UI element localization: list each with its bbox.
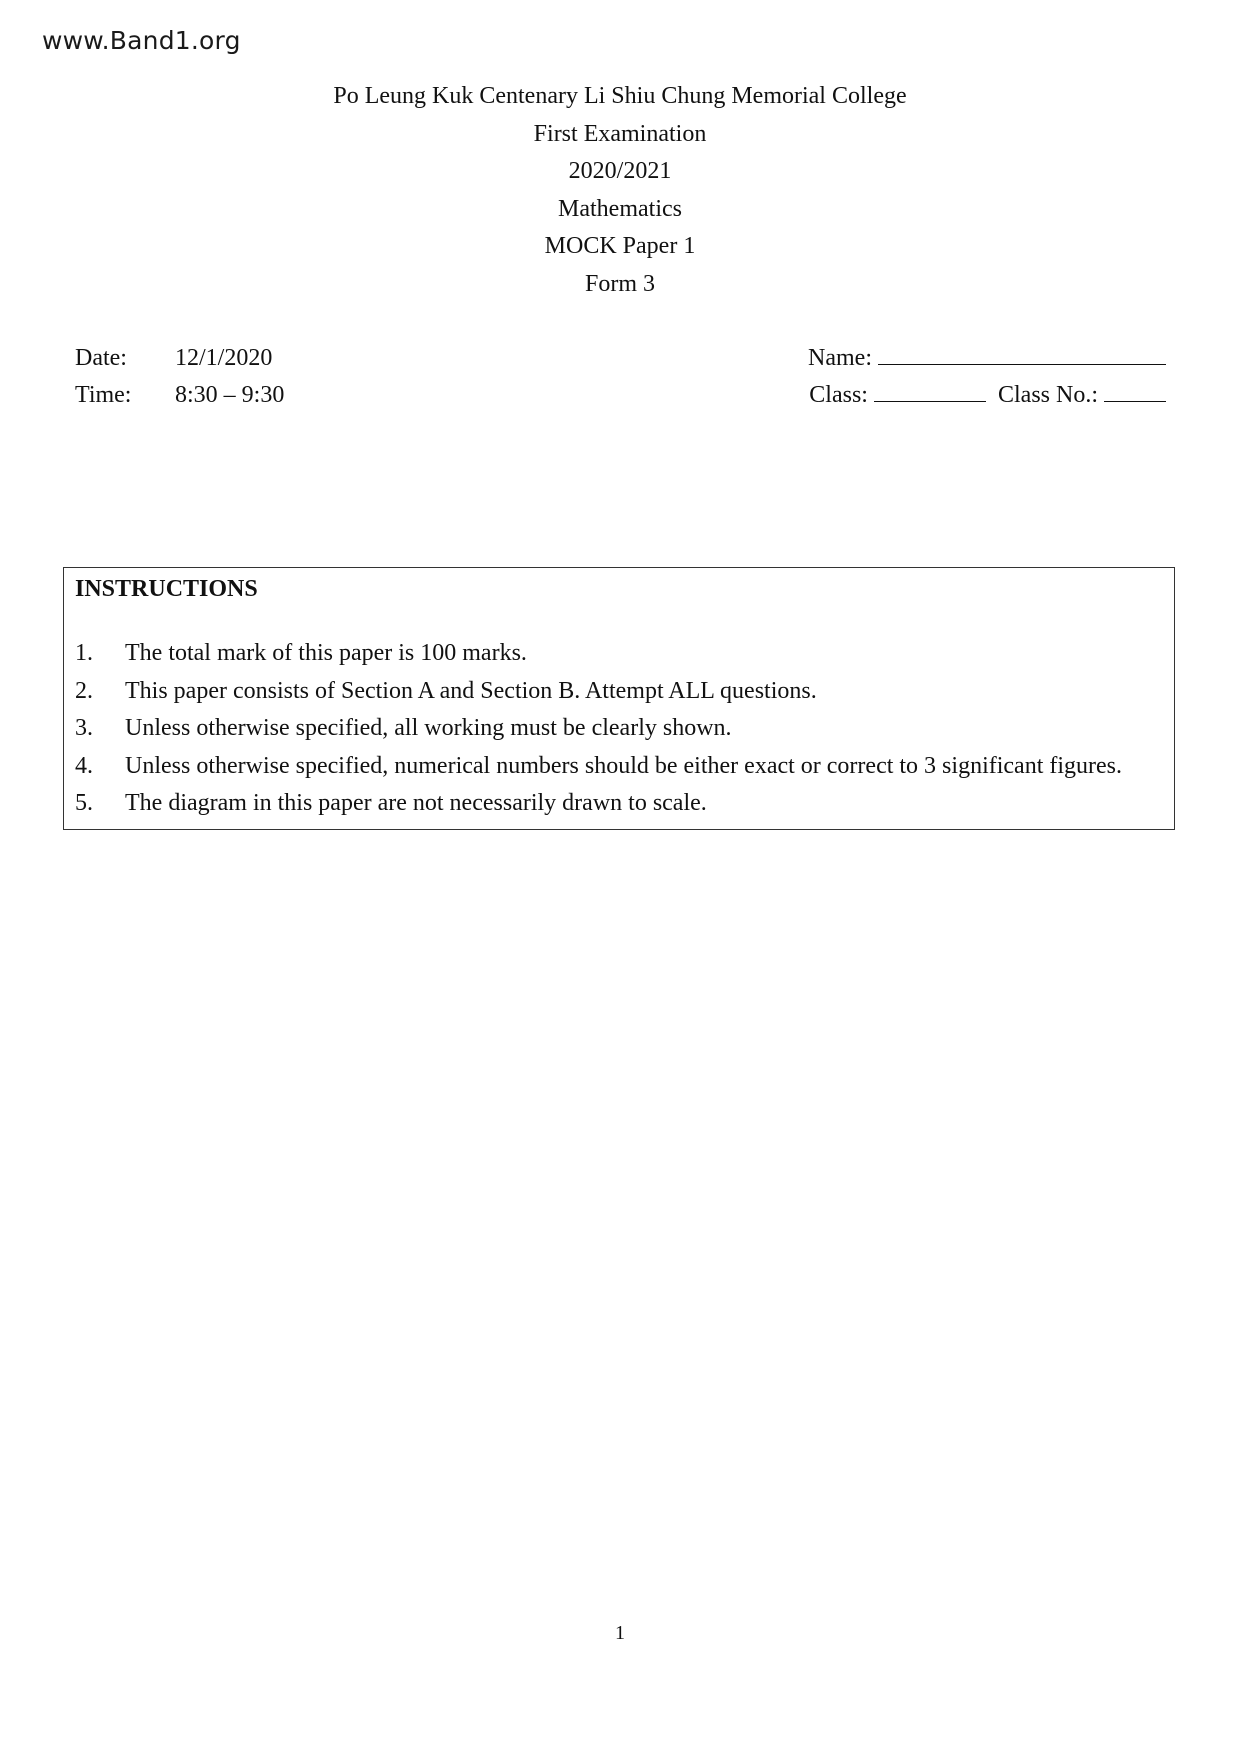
form-level: Form 3 bbox=[584, 270, 655, 297]
date-label: Date: bbox=[75, 345, 127, 371]
instruction-number: 2. bbox=[75, 677, 93, 704]
instruction-item bbox=[75, 635, 1174, 673]
school-name: Po Leung Kuk Centenary Li Shiu Chung Memorial College bbox=[333, 83, 907, 109]
school-year: 2020/2021 bbox=[568, 158, 672, 184]
exam-header bbox=[0, 78, 1240, 303]
name-label: Name: bbox=[808, 345, 872, 371]
instruction-text: The total mark of this paper is 100 marks. bbox=[125, 640, 527, 666]
time-row bbox=[75, 377, 284, 414]
instruction-number: 3. bbox=[75, 715, 93, 741]
instruction-text: Unless otherwise specified, all working must be clearly shown. bbox=[125, 715, 732, 741]
class-label: Class: bbox=[809, 382, 868, 408]
class-no-label: Class No.: bbox=[997, 382, 1098, 408]
time-value: 8:30 – 9:30 bbox=[175, 382, 285, 408]
instruction-number: 5. bbox=[75, 790, 93, 816]
instructions-list bbox=[75, 635, 1174, 823]
date-row bbox=[75, 340, 284, 377]
instruction-text: This paper consists of Section A and Section B. Attempt ALL questions. bbox=[125, 677, 817, 704]
instruction-text: Unless otherwise specified, numerical numbers should be either exact or correct to 3 significant figures. bbox=[125, 752, 1123, 779]
class-blank[interactable] bbox=[874, 381, 986, 402]
instructions-title: INSTRUCTIONS bbox=[75, 576, 258, 602]
watermark-text: www.Band1.org bbox=[42, 26, 241, 55]
instructions-box bbox=[63, 567, 1175, 830]
class-no-blank[interactable] bbox=[1104, 381, 1166, 402]
date-value: 12/1/2020 bbox=[175, 345, 273, 371]
instruction-item bbox=[75, 785, 1174, 823]
instruction-item bbox=[75, 710, 1174, 748]
student-info bbox=[808, 340, 1166, 414]
exam-schedule bbox=[75, 340, 284, 414]
name-blank[interactable] bbox=[878, 344, 1166, 365]
page-number: 1 bbox=[615, 1622, 625, 1644]
instruction-number: 1. bbox=[75, 640, 93, 666]
time-label: Time: bbox=[75, 382, 132, 408]
paper-name: MOCK Paper 1 bbox=[544, 233, 696, 259]
exam-name: First Examination bbox=[533, 120, 707, 147]
name-row bbox=[808, 340, 1166, 377]
class-row bbox=[808, 377, 1166, 414]
instruction-item bbox=[75, 673, 1174, 711]
instruction-number: 4. bbox=[75, 752, 93, 779]
instruction-text: The diagram in this paper are not necessarily drawn to scale. bbox=[125, 790, 707, 816]
subject-name: Mathematics bbox=[558, 195, 682, 222]
instruction-item bbox=[75, 748, 1174, 786]
